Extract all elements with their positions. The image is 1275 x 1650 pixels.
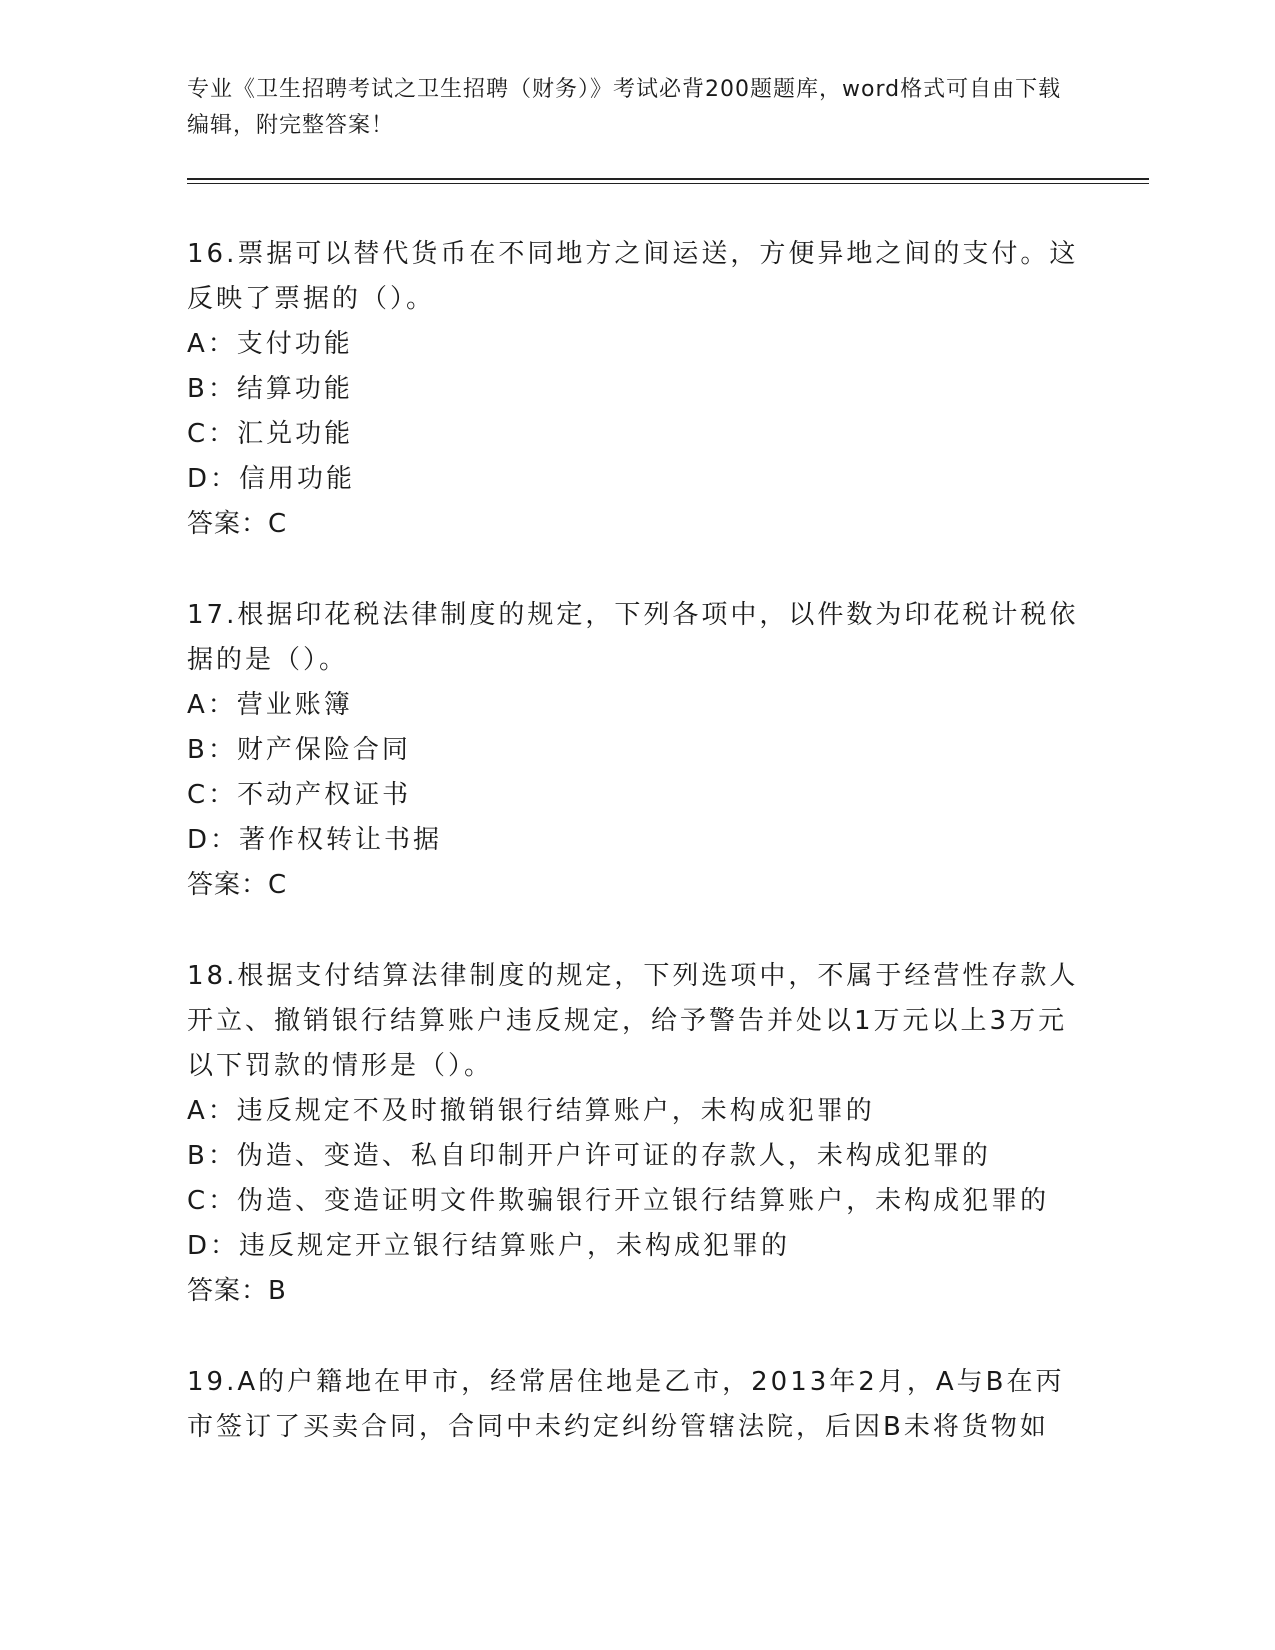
option-b: B：财产保险合同 [187, 735, 411, 765]
header-rule [187, 178, 1149, 180]
question-stem: 16.票据可以替代货币在不同地方之间运送，方便异地之间的支付。这反映了票据的（）。 [187, 239, 1079, 314]
question-stem: 19.A的户籍地在甲市，经常居住地是乙市，2013年2月，A与B在丙市签订了买卖合同，合同中未约定纠纷管辖法院，后因B未将货物如 [187, 1367, 1065, 1442]
answer: 答案：B [187, 1276, 287, 1306]
question-17 [187, 593, 1087, 908]
option-c: C：汇兑功能 [187, 419, 354, 449]
option-a: A：违反规定不及时撤销银行结算账户，未构成犯罪的 [187, 1096, 875, 1126]
option-a: A：支付功能 [187, 329, 353, 359]
option-c: C：不动产权证书 [187, 780, 412, 810]
option-a: A：营业账簿 [187, 690, 353, 720]
option-d: D：信用功能 [187, 464, 356, 494]
question-18 [187, 954, 1087, 1314]
document-header: 专业《卫生招聘考试之卫生招聘（财务）》考试必背200题题库，word格式可自由下载编辑，附完整答案！ [187, 77, 1062, 138]
option-b: B：伪造、变造、私自印制开户许可证的存款人，未构成犯罪的 [187, 1141, 991, 1171]
option-b: B：结算功能 [187, 374, 353, 404]
question-stem: 18.根据支付结算法律制度的规定，下列选项中，不属于经营性存款人开立、撤销银行结算账户违反规定，给予警告并处以1万元以上3万元以下罚款的情形是（）。 [187, 961, 1079, 1081]
header-rule-thin [187, 183, 1149, 184]
option-c: C：伪造、变造证明文件欺骗银行开立银行结算账户，未构成犯罪的 [187, 1186, 1050, 1216]
question-stem: 17.根据印花税法律制度的规定，下列各项中，以件数为印花税计税依据的是（）。 [187, 600, 1079, 675]
option-d: D：违反规定开立银行结算账户，未构成犯罪的 [187, 1231, 791, 1261]
answer: 答案：C [187, 509, 288, 539]
answer: 答案：C [187, 870, 288, 900]
question-16 [187, 232, 1087, 547]
option-d: D：著作权转让书据 [187, 825, 443, 855]
question-list [187, 232, 1087, 1496]
question-19 [187, 1360, 1087, 1450]
